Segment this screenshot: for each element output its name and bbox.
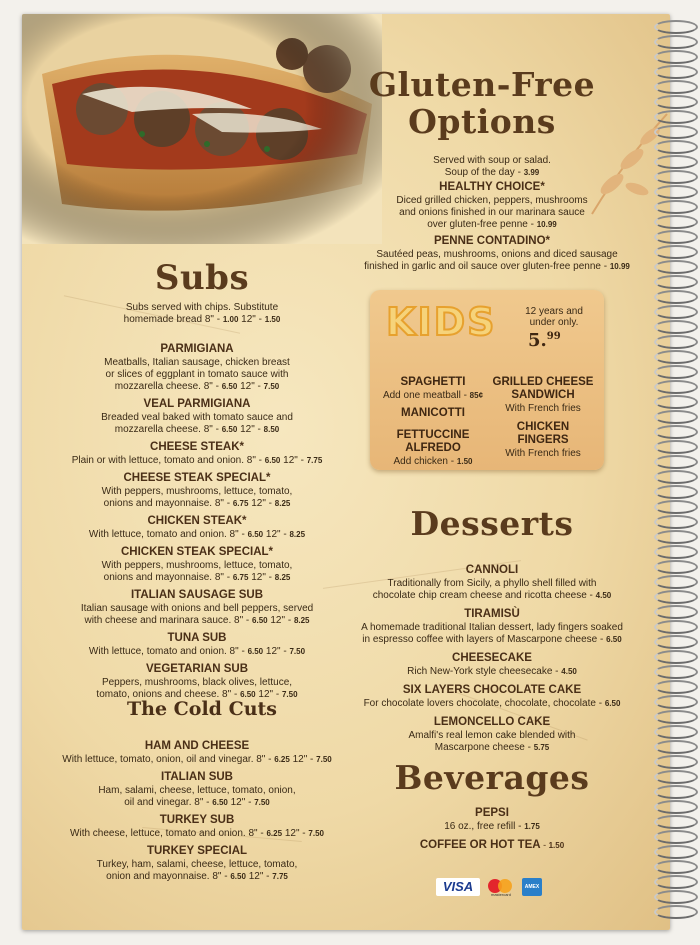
coffee-name: COFFEE OR HOT TEA - 1.50 xyxy=(419,839,565,851)
menu-item-size-label: 12" - xyxy=(280,455,307,466)
price-8-inch: 6.50 xyxy=(240,690,256,699)
menu-item-size-label: 12" - xyxy=(227,797,255,808)
menu-item-desc xyxy=(42,357,352,393)
menu-item-name: CHICKEN STEAK* xyxy=(147,515,247,527)
menu-item-desc xyxy=(42,785,352,809)
gluten-intro-line1: Served with soup or salad. xyxy=(433,155,551,166)
dessert-name: LEMONCELLO CAKE xyxy=(433,716,551,728)
menu-item-size-label: 12" - xyxy=(237,381,264,392)
price-8-inch: 6.50 xyxy=(264,456,281,465)
pepsi-desc: 16 oz., free refill - 1.75 xyxy=(444,821,540,832)
binding-ring xyxy=(654,875,698,889)
dessert-desc-text: Rich New-York style cheesecake - xyxy=(407,666,562,677)
price-12-inch: 7.50 xyxy=(254,798,270,807)
menu-item-desc-line xyxy=(42,572,352,584)
menu-item-name: ITALIAN SAUSAGE SUB xyxy=(130,589,264,601)
price-8-inch: 6.50 xyxy=(247,530,264,539)
dessert-desc-line xyxy=(332,666,652,678)
price-8-inch: 6.50 xyxy=(212,798,228,807)
binding-ring xyxy=(654,695,698,709)
binding-ring xyxy=(654,485,698,499)
dessert-name: CANNOLI xyxy=(465,564,519,576)
menu-item-desc-text: tomato, onions and cheese. 8" - xyxy=(96,689,241,700)
binding-ring xyxy=(654,890,698,904)
binding-ring xyxy=(654,620,698,634)
binding-ring xyxy=(654,410,698,424)
beverages-title: Beverages xyxy=(394,758,590,797)
price-8-inch: 6.50 xyxy=(221,382,238,391)
menu-item-desc-line xyxy=(42,615,352,627)
dessert-price: 6.50 xyxy=(604,699,621,708)
menu-item-desc-text: onions and mayonnaise. 8" - xyxy=(103,498,233,509)
binding-ring xyxy=(654,20,698,34)
gluten-free-title xyxy=(362,66,602,140)
binding-ring xyxy=(654,395,698,409)
binding-ring xyxy=(654,125,698,139)
dessert-desc-text: chocolate chip cream cheese and ricotta cheese - xyxy=(372,590,596,601)
kids-grilled-cheese-desc: With French fries xyxy=(505,403,581,414)
menu-item-desc-line: Breaded veal baked with tomato sauce and xyxy=(101,412,293,423)
gluten-intro xyxy=(372,155,612,179)
menu-item-desc xyxy=(42,754,352,766)
binding-ring xyxy=(654,605,698,619)
dessert-desc-text: in espresso coffee with layers of Mascarpone cheese - xyxy=(362,634,607,645)
menu-item-desc-line: Peppers, mushrooms, black olives, lettuce, xyxy=(101,677,293,688)
kids-age-note: 12 years and under only. xyxy=(525,306,583,328)
penne-contadino-name: PENNE CONTADINO* xyxy=(433,235,551,247)
binding-ring xyxy=(654,365,698,379)
menu-item-desc xyxy=(42,859,352,883)
dessert-desc xyxy=(332,698,652,710)
binding-ring xyxy=(654,95,698,109)
dessert-desc-line xyxy=(332,742,652,754)
menu-item-desc-text: With lettuce, tomato and onion. 8" - xyxy=(88,529,248,540)
spiral-binding xyxy=(648,14,700,930)
price-8-inch: 6.50 xyxy=(221,425,238,434)
dessert-desc xyxy=(332,730,652,754)
soup-price: 3.99 xyxy=(523,168,540,177)
dessert-desc-line: Amalfi's real lemon cake blended with xyxy=(408,730,576,741)
binding-ring xyxy=(654,440,698,454)
price-8-inch: 6.75 xyxy=(232,573,249,582)
dessert-price: 4.50 xyxy=(595,591,612,600)
menu-item-name: TURKEY SPECIAL xyxy=(146,845,248,857)
menu-item-desc-line xyxy=(42,646,352,658)
price-12-inch: 7.50 xyxy=(289,647,306,656)
price-8-inch: 6.50 xyxy=(247,647,264,656)
menu-item-desc-line: or slices of eggplant in tomato sauce with xyxy=(105,369,289,380)
meatball-sub-photo xyxy=(22,14,382,244)
desserts-title: Desserts xyxy=(410,504,574,543)
menu-item-desc xyxy=(42,412,352,436)
menu-item-desc xyxy=(42,603,352,627)
menu-item-size-label: 12" - xyxy=(263,529,290,540)
dessert-name: TIRAMISÙ xyxy=(464,608,520,620)
binding-ring xyxy=(654,740,698,754)
menu-item-desc-text: With lettuce, tomato and onion. 8" - xyxy=(88,646,248,657)
price-8-inch: 6.25 xyxy=(274,755,290,764)
binding-ring xyxy=(654,380,698,394)
menu-item-size-label: 12" - xyxy=(263,646,290,657)
price-8-inch: 6.25 xyxy=(266,829,283,838)
kids-grilled-cheese: GRILLED CHEESE SANDWICH xyxy=(492,376,594,401)
menu-item-desc-line: Turkey, ham, salami, cheese, lettuce, tomato, xyxy=(96,859,298,870)
menu-item-size-label: 12" - xyxy=(267,615,294,626)
gluten-intro-line2: Soup of the day - 3.99 xyxy=(444,167,540,178)
menu-item-desc-line xyxy=(42,871,352,883)
binding-ring xyxy=(654,815,698,829)
binding-ring xyxy=(654,230,698,244)
menu-item-size-label: 12" - xyxy=(248,498,275,509)
menu-item-size-label: 12" - xyxy=(237,424,264,435)
binding-ring xyxy=(654,350,698,364)
menu-item-desc-line xyxy=(42,797,352,809)
price-12-inch: 8.25 xyxy=(274,499,291,508)
menu-item-desc-line xyxy=(42,381,352,393)
kids-fettuccine-desc: Add chicken - 1.50 xyxy=(393,456,473,467)
binding-ring xyxy=(654,455,698,469)
menu-item-desc-text: with cheese and marinara sauce. 8" - xyxy=(84,615,253,626)
price-12-inch: 8.25 xyxy=(293,616,310,625)
menu-item-size-label: 12" - xyxy=(289,754,317,765)
binding-ring xyxy=(654,755,698,769)
menu-item-desc-text: oil and vinegar. 8" - xyxy=(124,797,213,808)
binding-ring xyxy=(654,635,698,649)
menu-item-desc-line: Meatballs, Italian sausage, chicken breast xyxy=(104,357,290,368)
binding-ring xyxy=(654,320,698,334)
menu-item-desc-text: mozzarella cheese. 8" - xyxy=(114,381,222,392)
dessert-desc-line: Traditionally from Sicily, a phyllo shell filled with xyxy=(387,578,597,589)
dessert-desc-line xyxy=(332,698,652,710)
binding-ring xyxy=(654,710,698,724)
kids-menu-box xyxy=(370,290,604,470)
dessert-price: 6.50 xyxy=(606,635,622,644)
binding-ring xyxy=(654,215,698,229)
price-12-inch: 7.50 xyxy=(263,382,280,391)
menu-item-name: ITALIAN SUB xyxy=(161,771,233,783)
binding-ring xyxy=(654,305,698,319)
menu-item-desc-text: Plain or with lettuce, tomato and onion. 8" - xyxy=(71,455,265,466)
menu-item-desc xyxy=(42,646,352,658)
binding-ring xyxy=(654,65,698,79)
binding-ring xyxy=(654,785,698,799)
price-12-inch: 8.25 xyxy=(274,573,291,582)
menu-item-desc-line: With peppers, mushrooms, lettuce, tomato, xyxy=(101,486,293,497)
binding-ring xyxy=(654,905,698,919)
subs-intro: Subs served with chips. Substitute homemade bread 8" - 1.00 12" - 1.50 xyxy=(123,302,281,325)
price-12-inch: 7.50 xyxy=(308,829,324,838)
price-12-inch: 7.75 xyxy=(272,872,288,881)
menu-item-desc-text: mozzarella cheese. 8" - xyxy=(114,424,222,435)
menu-item-desc-text: With cheese, lettuce, tomato and onion. 8" - xyxy=(70,828,267,839)
menu-item-desc xyxy=(42,828,352,840)
menu-item-desc xyxy=(42,529,352,541)
dessert-name: SIX LAYERS CHOCOLATE CAKE xyxy=(402,684,582,696)
kids-price: 5.99 xyxy=(528,330,561,351)
dessert-name: CHEESECAKE xyxy=(452,652,532,664)
price-12-inch: 8.25 xyxy=(289,530,306,539)
gluten-free-title-line2: Options xyxy=(408,102,556,141)
pepsi-name: PEPSI xyxy=(475,807,509,819)
dessert-desc xyxy=(332,578,652,602)
binding-ring xyxy=(654,335,698,349)
binding-ring xyxy=(654,515,698,529)
healthy-choice-name: HEALTHY CHOICE* xyxy=(439,181,545,193)
gluten-free-title-line1: Gluten-Free xyxy=(368,65,596,104)
menu-item-name: TUNA SUB xyxy=(167,632,227,644)
price-8-inch: 6.50 xyxy=(230,872,246,881)
binding-ring xyxy=(654,425,698,439)
kids-logo: KIDS xyxy=(386,300,497,344)
amex-logo: AMEX xyxy=(522,878,542,896)
binding-ring xyxy=(654,260,698,274)
price-8-inch: 6.75 xyxy=(232,499,249,508)
menu-item-desc-line: Ham, salami, cheese, lettuce, tomato, onion, xyxy=(98,785,296,796)
menu-item-size-label: 12" - xyxy=(282,828,309,839)
menu-item-name: CHEESE STEAK SPECIAL* xyxy=(123,472,271,484)
binding-ring xyxy=(654,680,698,694)
price-12-inch: 7.50 xyxy=(316,755,332,764)
dessert-price: 4.50 xyxy=(561,667,577,676)
menu-item-desc xyxy=(42,560,352,584)
menu-item-desc xyxy=(42,677,352,701)
binding-ring xyxy=(654,725,698,739)
binding-ring xyxy=(654,560,698,574)
binding-ring xyxy=(654,830,698,844)
kids-manicotti: MANICOTTI xyxy=(401,407,465,419)
kids-chicken-fingers: CHICKEN FINGERS xyxy=(516,421,570,446)
binding-ring xyxy=(654,575,698,589)
menu-item-size-label: 12" - xyxy=(245,871,273,882)
menu-item-desc-text: With lettuce, tomato, onion, oil and vinegar. 8" - xyxy=(62,754,275,765)
price-12-inch: 8.50 xyxy=(263,425,280,434)
binding-ring xyxy=(654,275,698,289)
kids-fettuccine: FETTUCCINE ALFREDO xyxy=(396,429,470,454)
menu-item-desc-line xyxy=(42,529,352,541)
binding-ring xyxy=(654,650,698,664)
price-8-inch: 6.50 xyxy=(252,616,268,625)
menu-item-desc xyxy=(42,455,352,467)
binding-ring xyxy=(654,245,698,259)
menu-item-name: TURKEY SUB xyxy=(159,814,235,826)
binding-ring xyxy=(654,860,698,874)
binding-ring xyxy=(654,530,698,544)
menu-item-desc-line: With peppers, mushrooms, lettuce, tomato, xyxy=(101,560,293,571)
healthy-choice-desc: Diced grilled chicken, peppers, mushrooms and onions finished in our marinara sauce over gluten-free penne - 10.99 xyxy=(396,195,588,230)
menu-item-desc-line xyxy=(42,455,352,467)
menu-item-name: CHICKEN STEAK SPECIAL* xyxy=(120,546,274,558)
binding-ring xyxy=(654,800,698,814)
menu-item-desc-text: onions and mayonnaise. 8" - xyxy=(103,572,233,583)
binding-ring xyxy=(654,185,698,199)
kids-spaghetti: SPAGHETTI xyxy=(400,376,466,388)
binding-ring xyxy=(654,50,698,64)
binding-ring xyxy=(654,290,698,304)
dessert-desc-line xyxy=(332,590,652,602)
binding-ring xyxy=(654,770,698,784)
dessert-desc-text: Mascarpone cheese - xyxy=(434,742,534,753)
menu-item-desc-line xyxy=(42,754,352,766)
mastercard-logo: mastercard xyxy=(486,878,516,896)
binding-ring xyxy=(654,845,698,859)
binding-ring xyxy=(654,110,698,124)
binding-ring xyxy=(654,35,698,49)
subs-title: Subs xyxy=(154,258,250,298)
binding-ring xyxy=(654,155,698,169)
penne-contadino-price: 10.99 xyxy=(609,262,630,271)
menu-item-name: VEGETARIAN SUB xyxy=(145,663,249,675)
price-12-inch: 7.75 xyxy=(306,456,323,465)
menu-page xyxy=(22,14,670,930)
menu-item-name: PARMIGIANA xyxy=(160,343,234,355)
menu-item-desc-line xyxy=(42,828,352,840)
binding-ring xyxy=(654,470,698,484)
menu-item-size-label: 12" - xyxy=(255,689,282,700)
binding-ring xyxy=(654,80,698,94)
kids-spaghetti-desc: Add one meatball - 85¢ xyxy=(382,390,484,401)
menu-item-desc-line xyxy=(42,689,352,701)
menu-item-name: VEAL PARMIGIANA xyxy=(143,398,251,410)
binding-ring xyxy=(654,140,698,154)
menu-item-name: CHEESE STEAK* xyxy=(150,441,244,453)
dessert-desc-text: For chocolate lovers chocolate, chocolate, chocolate - xyxy=(363,698,605,709)
visa-logo: VISA xyxy=(436,878,480,896)
binding-ring xyxy=(654,665,698,679)
dessert-price: 5.75 xyxy=(533,743,550,752)
cold-cuts-title: The Cold Cuts xyxy=(127,698,277,720)
binding-ring xyxy=(654,500,698,514)
binding-ring xyxy=(654,170,698,184)
menu-item-size-label: 12" - xyxy=(248,572,275,583)
menu-item-name: HAM AND CHEESE xyxy=(144,740,250,752)
menu-item-desc-line xyxy=(42,424,352,436)
menu-item-desc xyxy=(42,486,352,510)
healthy-choice-price: 10.99 xyxy=(536,220,557,229)
penne-contadino-desc: Sautéed peas, mushrooms, onions and diced sausage finished in garlic and oil sauce over gluten-free penne - 10.99 xyxy=(364,249,630,272)
binding-ring xyxy=(654,200,698,214)
price-12-inch: 7.50 xyxy=(281,690,298,699)
menu-item-desc-line xyxy=(42,498,352,510)
binding-ring xyxy=(654,590,698,604)
dessert-desc xyxy=(332,666,652,678)
dessert-desc-line xyxy=(332,634,652,646)
menu-item-desc-text: onion and mayonnaise. 8" - xyxy=(106,871,231,882)
dessert-desc xyxy=(332,622,652,646)
dessert-desc-line: A homemade traditional Italian dessert, lady fingers soaked xyxy=(361,622,623,633)
binding-ring xyxy=(654,545,698,559)
kids-chicken-fingers-desc: With French fries xyxy=(505,448,581,459)
menu-item-desc-line: Italian sausage with onions and bell peppers, served xyxy=(80,603,314,614)
